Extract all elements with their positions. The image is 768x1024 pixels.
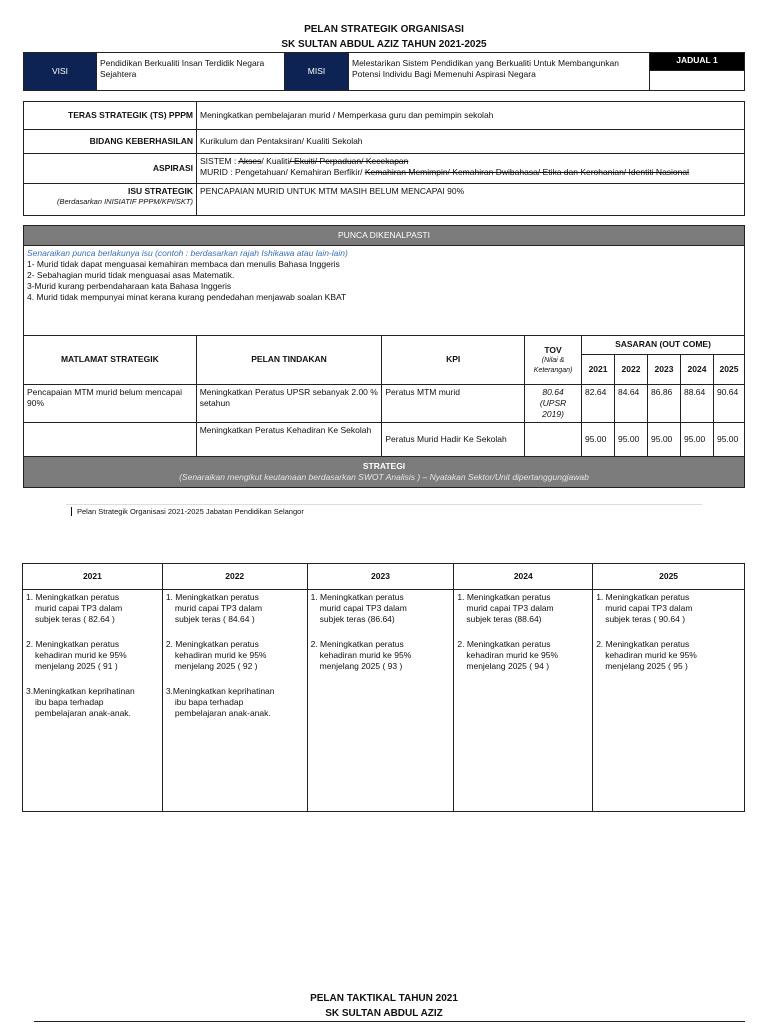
target-cell: 84.64 <box>615 385 648 423</box>
pelan-cell: Meningkatkan Peratus UPSR sebanyak 2.00 % setahun <box>196 385 382 423</box>
visi-label: VISI <box>24 53 97 91</box>
teras-label: TERAS STRATEGIK (TS) PPPM <box>24 102 197 130</box>
year-plan-cell: 1. Meningkatkan peratus murid capai TP3 dalam subjek teras (88.64) 2. Meningkatkan peratus kehadiran murid ke 95% menjelang 2025 ( 94 ) <box>454 590 593 812</box>
kpi-cell: Peratus Murid Hadir Ke Sekolah <box>382 423 525 457</box>
visi-text: Pendidikan Berkualiti Insan Terdidik Negara Sejahtera <box>97 53 285 91</box>
year-plan-header: 2025 <box>593 564 745 590</box>
pelan-cell: Meningkatkan Peratus Kehadiran Ke Sekolah <box>196 423 382 457</box>
year-header: 2024 <box>680 355 713 385</box>
year-plan-header: 2023 <box>307 564 454 590</box>
year-plan-cell: 1. Meningkatkan peratus murid capai TP3 dalam subjek teras ( 84.64 ) 2. Meningkatkan peratus kehadiran murid ke 95% menjelang 2025 ( 92 ) 3.Meningkatkan keprihatinan ibu bapa terhadap pembelajaran anak-anak. <box>162 590 307 812</box>
tov-cell <box>525 423 582 457</box>
year-header: 2022 <box>615 355 648 385</box>
year-header: 2021 <box>582 355 615 385</box>
target-cell: 95.00 <box>615 423 648 457</box>
punca-list: Senaraikan punca berlakunya isu (contoh : berdasarkan rajah Ishikawa atau lain-lain) 1- Murid tidak dapat menguasai kemahiran membaca dan menulis Bahasa Inggeris 2- Sebahagian murid tidak menguasai asas Matematik. 3-Murid kurang perbendaharaan kata Bahasa Inggeris 4. Murid tidak mempunyai minat kerana kurang pendedahan menjawab soalan KBAT <box>24 246 745 336</box>
col-sasaran: SASARAN (OUT COME) <box>582 336 745 355</box>
punca-header: PUNCA DIKENALPASTI <box>24 226 745 246</box>
punca-item: 1- Murid tidak dapat menguasai kemahiran membaca dan menulis Bahasa Inggeris <box>27 259 340 270</box>
target-cell: 95.00 <box>713 423 744 457</box>
year-header: 2023 <box>648 355 681 385</box>
target-cell: 90.64 <box>713 385 744 423</box>
page-subtitle: SK SULTAN ABDUL AZIZ TAHUN 2021-2025 <box>281 39 487 50</box>
punca-item: 3-Murid kurang perbendaharaan kata Bahasa Inggeris <box>27 281 232 292</box>
target-cell: 95.00 <box>582 423 615 457</box>
jadual-badge: JADUAL 1 <box>650 53 745 71</box>
teras-value: Meningkatkan pembelajaran murid / Memperkasa guru dan pemimpin sekolah <box>197 102 745 130</box>
taktikal-title: PELAN TAKTIKAL TAHUN 2021 <box>310 993 458 1004</box>
col-tov: TOV (Nilai & Keterangan) <box>525 336 582 385</box>
isu-label: ISU STRATEGIK (Berdasarkan INISIATIF PPPM/KPI/SKT) <box>24 184 197 216</box>
aspirasi-value: SISTEM : Akses/ Kualiti/ Ekuiti/ Perpaduan/ Kecekapan MURID : Pengetahuan/ Kemahiran Berfikir/ Kemahiran Memimpin/ Kemahiran Dwibahasa/ Etika dan Kerohanian/ Identiti Nasional <box>197 154 745 184</box>
isu-value: PENCAPAIAN MURID UNTUK MTM MASIH BELUM MENCAPAI 90% <box>197 184 745 216</box>
aspirasi-label: ASPIRASI <box>24 154 197 184</box>
taktikal-table-edge <box>34 1021 745 1022</box>
year-plan-cell: 1. Meningkatkan peratus murid capai TP3 dalam subjek teras ( 82.64 ) 2. Meningkatkan peratus kehadiran murid ke 95% menjelang 2025 ( 91 ) 3.Meningkatkan keprihatinan ibu bapa terhadap pembelajaran anak-anak. <box>23 590 163 812</box>
punca-matlamat-table <box>23 225 745 488</box>
year-plan-header: 2024 <box>454 564 593 590</box>
bidang-value: Kurikulum dan Pentaksiran/ Kualiti Sekolah <box>197 130 745 154</box>
footer-note: Pelan Strategik Organisasi 2021-2025 Jabatan Pendidikan Selangor <box>71 507 304 516</box>
kpi-cell: Peratus MTM murid <box>382 385 525 423</box>
visi-misi-table <box>23 52 745 91</box>
year-header: 2025 <box>713 355 744 385</box>
year-plan-header: 2021 <box>23 564 163 590</box>
matlamat-cell <box>24 423 197 457</box>
year-plan-header: 2022 <box>162 564 307 590</box>
target-cell: 82.64 <box>582 385 615 423</box>
bidang-label: BIDANG KEBERHASILAN <box>24 130 197 154</box>
punca-item: 2- Sebahagian murid tidak menguasai asas Matematik. <box>27 270 235 281</box>
page-title: PELAN STRATEGIK ORGANISASI <box>304 24 464 35</box>
col-kpi: KPI <box>382 336 525 385</box>
misi-text: Melestarikan Sistem Pendidikan yang Berkualiti Untuk Membangunkan Potensi Individu Bagi Memenuhi Aspirasi Negara <box>349 53 650 91</box>
col-pelan: PELAN TINDAKAN <box>196 336 382 385</box>
target-cell: 95.00 <box>648 423 681 457</box>
year-plan-table <box>22 563 745 812</box>
col-matlamat: MATLAMAT STRATEGIK <box>24 336 197 385</box>
year-plan-cell: 1. Meningkatkan peratus murid capai TP3 dalam subjek teras (86.64) 2. Meningkatkan peratus kehadiran murid ke 95% menjelang 2025 ( 93 ) <box>307 590 454 812</box>
table-row <box>24 385 745 423</box>
target-cell: 86.86 <box>648 385 681 423</box>
strategi-header: STRATEGI (Senaraikan mengikut keutamaan berdasarkan SWOT Analisis ) – Nyatakan Sektor/Unit dipertanggungjawab <box>24 457 745 488</box>
table-row <box>24 423 745 457</box>
punca-item: 4. Murid tidak mempunyai minat kerana kurang pendedahan menjawab soalan KBAT <box>27 292 347 303</box>
target-cell: 95.00 <box>680 423 713 457</box>
target-cell: 88.64 <box>680 385 713 423</box>
footer-divider <box>66 504 702 505</box>
year-plan-cell: 1. Meningkatkan peratus murid capai TP3 dalam subjek teras ( 90.64 ) 2. Meningkatkan peratus kehadiran murid ke 95% menjelang 2025 ( 95 ) <box>593 590 745 812</box>
matlamat-cell: Pencapaian MTM murid belum mencapai 90% <box>24 385 197 423</box>
tov-cell: 80.64 (UPSR 2019) <box>525 385 582 423</box>
misi-label: MISI <box>285 53 349 91</box>
taktikal-subtitle: SK SULTAN ABDUL AZIZ <box>325 1008 443 1019</box>
teras-table <box>23 101 745 216</box>
